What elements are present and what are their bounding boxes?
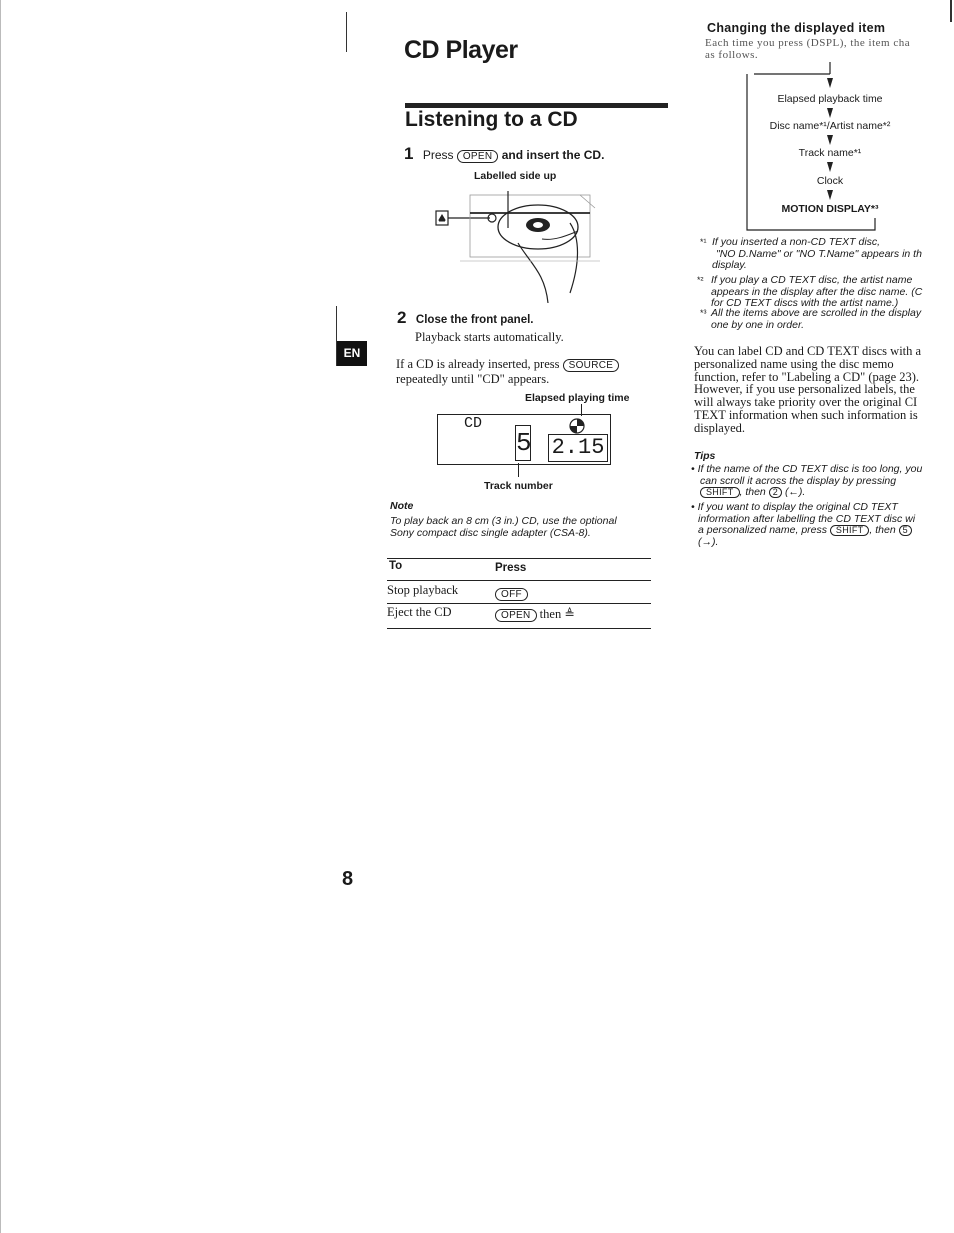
section-title: CD Player bbox=[404, 36, 518, 64]
flow-arrow-down-icon bbox=[826, 135, 834, 145]
tip-2 bbox=[691, 502, 953, 548]
footnote-mark: *² bbox=[697, 275, 704, 285]
page-heading: Listening to a CD bbox=[405, 108, 578, 131]
flow-arrow-down-icon bbox=[826, 78, 834, 88]
tip-1-then: , then bbox=[739, 486, 766, 498]
tips-title: Tips bbox=[694, 450, 716, 462]
note-text-line-1: To play back an 8 cm (3 in.) CD, use the optional bbox=[390, 515, 617, 527]
table-header-press: Press bbox=[495, 562, 527, 574]
five-key: 5 bbox=[899, 525, 912, 536]
flow-item-disc-artist: Disc name*¹/Artist name*² bbox=[769, 120, 891, 132]
flow-item-motion-display: MOTION DISPLAY*³ bbox=[781, 203, 879, 215]
footnote-line: one by one in order. bbox=[711, 318, 805, 331]
tip-1-line-2: can scroll it across the display by pressing bbox=[700, 474, 897, 487]
bullet: • bbox=[691, 501, 698, 513]
step-2 bbox=[397, 308, 534, 328]
margin-mark bbox=[0, 0, 1, 1233]
tip-2-end: (→). bbox=[698, 535, 719, 548]
bullet: • bbox=[691, 463, 698, 475]
flow-arrow-down-icon bbox=[826, 190, 834, 200]
flow-item-clock: Clock bbox=[816, 175, 844, 187]
footnote-line: "NO D.Name" or "NO T.Name" appears in th bbox=[716, 247, 922, 260]
source-paragraph bbox=[396, 357, 656, 386]
open-key: OPEN bbox=[495, 609, 537, 622]
footnote-1 bbox=[700, 237, 950, 272]
flow-item-track-name: Track name*¹ bbox=[798, 147, 862, 159]
label-paragraph bbox=[694, 345, 952, 435]
tip-2-line-1: If you want to display the original CD TEXT bbox=[697, 501, 898, 513]
footnote-line: If you inserted a non-CD TEXT disc, bbox=[712, 236, 881, 248]
source-text-after: repeatedly until "CD" appears. bbox=[396, 372, 550, 386]
margin-mark bbox=[336, 306, 337, 366]
shift-key: SHIFT bbox=[830, 525, 870, 536]
lcd-track: 5 bbox=[515, 425, 531, 461]
shift-key: SHIFT bbox=[700, 487, 740, 498]
step-2-title: Close the front panel. bbox=[415, 314, 534, 326]
step-1-number: 1 bbox=[404, 144, 414, 163]
off-key: OFF bbox=[495, 588, 528, 601]
step-2-number: 2 bbox=[397, 308, 407, 327]
flow-arrow-down-icon bbox=[826, 162, 834, 172]
table-row: Stop playback bbox=[387, 583, 459, 597]
source-text-before: If a CD is already inserted, press bbox=[396, 357, 560, 371]
footnote-2 bbox=[697, 275, 951, 310]
table-header-rule bbox=[387, 580, 651, 581]
flow-arrow-down-icon bbox=[826, 108, 834, 118]
footnote-mark: *¹ bbox=[700, 237, 707, 247]
en-language-tab: EN bbox=[337, 341, 367, 366]
table-top-rule bbox=[387, 558, 651, 559]
table-row: Eject the CD bbox=[387, 605, 452, 619]
elapsed-playing-time-label: Elapsed playing time bbox=[525, 392, 630, 404]
lcd-time: 2.15 bbox=[548, 434, 608, 462]
step-1-text-before: Press bbox=[422, 148, 454, 162]
tip-1-line-1: If the name of the CD TEXT disc is too long, you bbox=[697, 463, 923, 475]
table-row-key bbox=[495, 606, 575, 622]
two-key: 2 bbox=[769, 487, 782, 498]
label-paragraph-line: personalized name using the disc memo bbox=[694, 356, 894, 371]
track-pointer-line bbox=[518, 463, 519, 477]
step-1 bbox=[404, 144, 604, 164]
label-paragraph-line: function, refer to "Labeling a CD" (page 23). bbox=[694, 369, 920, 384]
disc-indicator-icon bbox=[568, 417, 586, 435]
table-row-key bbox=[495, 584, 528, 602]
changing-title: Changing the displayed item bbox=[707, 21, 886, 35]
table-header-to: To bbox=[389, 560, 403, 572]
step-2-body: Playback starts automatically. bbox=[415, 330, 564, 344]
open-key: OPEN bbox=[457, 150, 499, 163]
time-pointer-line bbox=[581, 404, 582, 416]
lcd-mode: CD bbox=[464, 415, 483, 432]
eject-suffix: then ≜ bbox=[539, 607, 575, 621]
label-paragraph-line: However, if you use personalized labels, the bbox=[694, 382, 915, 397]
tip-2-line-3: a personalized name, press bbox=[698, 524, 827, 536]
note-text-line-2: Sony compact disc single adapter (CSA-8). bbox=[390, 527, 591, 539]
margin-mark bbox=[950, 0, 952, 22]
source-key: SOURCE bbox=[563, 359, 620, 372]
cd-insert-illustration bbox=[430, 183, 610, 305]
lcd-display bbox=[437, 414, 611, 465]
footnote-3 bbox=[700, 308, 952, 331]
footnote-line: All the items above are scrolled in the display bbox=[711, 307, 922, 319]
label-paragraph-line: TEXT information when such information is bbox=[694, 407, 918, 422]
tip-1 bbox=[691, 464, 953, 499]
tip-2-then: , then bbox=[869, 524, 896, 536]
changing-intro-line-2: as follows. bbox=[705, 49, 759, 61]
tip-2-line-2: information after labelling the CD TEXT disc wi bbox=[698, 512, 916, 525]
footnote-line: display. bbox=[712, 259, 747, 271]
label-paragraph-line: You can label CD and CD TEXT discs with a bbox=[694, 344, 922, 358]
footnote-line: If you play a CD TEXT disc, the artist name bbox=[711, 274, 913, 286]
margin-mark bbox=[346, 12, 347, 52]
labelled-side-label: Labelled side up bbox=[474, 170, 557, 182]
note-title: Note bbox=[390, 500, 414, 512]
page-number: 8 bbox=[342, 868, 354, 890]
label-paragraph-line: displayed. bbox=[694, 420, 746, 435]
table-row-rule bbox=[387, 603, 651, 604]
table-bottom-rule bbox=[387, 628, 651, 629]
footnote-line: for CD TEXT discs with the artist name.) bbox=[711, 297, 899, 309]
track-number-label: Track number bbox=[484, 480, 553, 492]
label-paragraph-line: will always take priority over the original CI bbox=[694, 395, 918, 410]
step-1-text-after: and insert the CD. bbox=[501, 148, 605, 162]
changing-intro-line-1: Each time you press (DSPL), the item cha bbox=[705, 37, 911, 49]
footnote-line: appears in the display after the disc name. (C bbox=[711, 285, 923, 298]
tip-1-end: (←). bbox=[784, 486, 806, 498]
flow-item-elapsed: Elapsed playback time bbox=[777, 93, 883, 105]
footnote-mark: *³ bbox=[700, 308, 707, 318]
